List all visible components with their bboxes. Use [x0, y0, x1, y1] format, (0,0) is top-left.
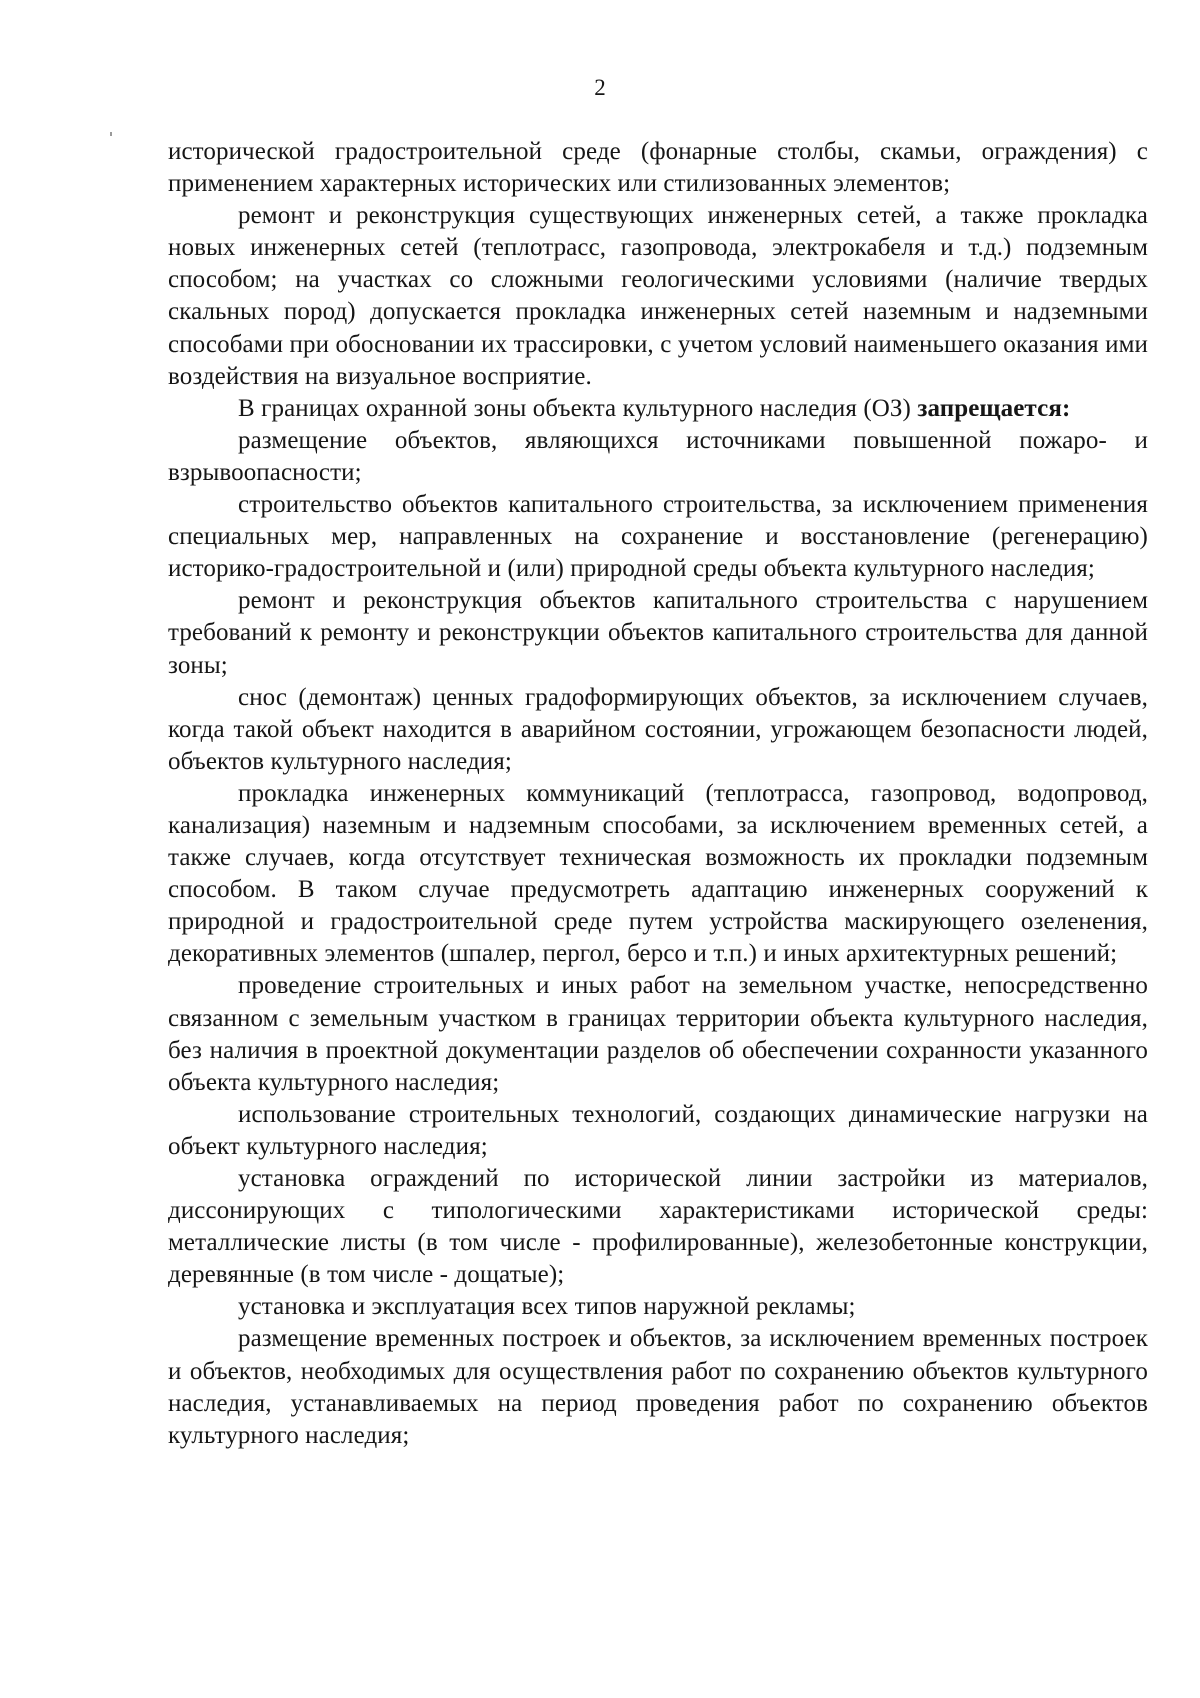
paragraph-demolition: снос (демонтаж) ценных градоформирующих объектов, за исключением случаев, когда такой объект находится в аварийном состоянии, угрожающем безопасности людей, объектов культурного наследия; [168, 683, 1148, 775]
paragraph-capital-construction: строительство объектов капитального строительства, за исключением применения специальных мер, направленных на сохранение и восстановление (регенерацию) историко-градостроительной и (или) природной среды объекта культурного наследия; [168, 491, 1148, 583]
paragraph-fire-hazard-objects: размещение объектов, являющихся источниками повышенной пожаро- и взрывоопасности; [168, 426, 1148, 486]
paragraph-dynamic-loads: использование строительных технологий, создающих динамические нагрузки на объект культурного наследия; [168, 1100, 1148, 1160]
paragraph-continuation: исторической градостроительной среде (фонарные столбы, скамьи, ограждения) с применением характерных исторических или стилизованных элементов; [168, 138, 1148, 198]
scan-artifact-mark [110, 132, 112, 136]
prohibited-label: запрещается: [917, 394, 1071, 422]
paragraph-outdoor-advertising: установка и эксплуатация всех типов наружной рекламы; [238, 1293, 856, 1321]
paragraph-engineering-networks: ремонт и реконструкция существующих инженерных сетей, а также прокладка новых инженерных сетей (теплотрасс, газопровода, электрокабеля и т.д.) подземным способом; на участках со сложными геологическими условиями (наличие твердых скальных пород) допускается прокладка инженерных сетей наземным и надземными способами при обосновании их трассировки, с учетом условий наименьшего оказания ими воздействия на визуальное восприятие. [168, 202, 1148, 390]
paragraph-utility-lines: прокладка инженерных коммуникаций (теплотрасса, газопровод, водопровод, канализация) наземным и надземным способами, за исключением временных сетей, а также случаев, когда отсутствует техническая возможность их прокладки подземным способом. В таком случае предусмотреть адаптацию инженерных сооружений к природной и градостроительной среде путем устройства маскирующего озеленения, декоративных элементов (шпалер, пергол, берсо и т.п.) и иных архитектурных решений; [168, 779, 1148, 968]
paragraph-temporary-buildings: размещение временных построек и объектов, за исключением временных построек и объектов, необходимых для осуществления работ по сохранению объектов культурного наследия, устанавливаемых на период проведения работ по сохранению объектов культурного наследия; [168, 1325, 1148, 1449]
paragraph-fences: установка ограждений по исторической линии застройки из материалов, диссонирующих с типологическими характеристиками исторической среды: металлические листы (в том числе - профилированные), железобетонные конструкции, деревянные (в том числе - дощатые); [168, 1165, 1148, 1289]
paragraph-construction-works: проведение строительных и иных работ на земельном участке, непосредственно связанном с земельным участком в границах территории объекта культурного наследия, без наличия в проектной документации разделов об обеспечении сохранности указанного объекта культурного наследия; [168, 972, 1148, 1096]
document-body [168, 136, 1148, 1452]
page-number: 2 [594, 75, 606, 100]
protection-zone-intro-text: В границах охранной зоны объекта культурного наследия (ОЗ) [238, 394, 918, 422]
paragraph-protection-zone-heading [168, 393, 1148, 425]
paragraph-repair-reconstruction: ремонт и реконструкция объектов капитального строительства с нарушением требований к ремонту и реконструкции объектов капитального строительства для данной зоны; [168, 587, 1148, 679]
